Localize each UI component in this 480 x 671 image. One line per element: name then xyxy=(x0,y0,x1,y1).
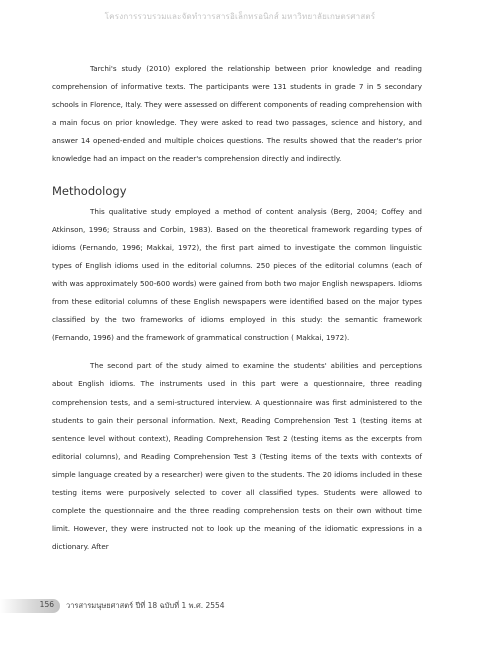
section-heading-methodology: Methodology xyxy=(52,183,127,198)
paragraph-literature: Tarchi's study (2010) explored the relationship between prior knowledge and reading comprehension of informative texts. The participants were 131 students in grade 7 in 5 secondary schools in Florence, Italy. They were assessed on different components of reading comprehension with a main focus on prior knowledge. They were asked to read two passages, science and history, and answer 14 opened-ended and multiple choices questions. The results showed that the reader's prior knowledge had an impact on the reader's comprehension directly and indirectly. xyxy=(52,64,422,164)
page-number: 156 xyxy=(39,600,54,609)
page-number-tab xyxy=(0,599,60,613)
paragraph-methodology-1: This qualitative study employed a method of content analysis (Berg, 2004; Coffey and Atkinson, 1996; Strauss and Corbin, 1983). Based on the theoretical framework regarding types of idioms (Fernando, 1996; Makkai, 1972), the first part aimed to investigate the common linguistic types of English idioms used in the editorial columns. 250 pieces of the editorial columns (each of with was approximately 500-600 words) were gained from both two major English newspapers. Idioms from these editorial columns of these English newspapers were identified based on the major types classified by the two frameworks of idioms employed in this study: the semantic framework (Fernando, 1996) and the framework of grammatical construction ( Makkai, 1972). xyxy=(52,206,422,343)
page-footer xyxy=(0,599,480,613)
paragraph-methodology-2: The second part of the study aimed to examine the students' abilities and perceptions about English idioms. The instruments used in this part were a questionnaire, three reading comprehension tests, and a semi-structured interview. A questionnaire was first administered to the students to gain their personal information. Next, Reading Comprehension Test 1 (testing items at sentence level without context), Reading Comprehension Test 2 (testing items as the excerpts from editorial columns), and Reading Comprehension Test 3 (Testing items of the texts with contexts of simple language created by a researcher) were given to the students. The 20 idioms included in these testing items were purposively selected to cover all classified types. Students were allowed to complete the questionnaire and the three reading comprehension tests on their own without time limit. However, they were instructed not to look up the meaning of the idiomatic expressions in a dictionary. After xyxy=(52,361,422,552)
article-body xyxy=(52,60,422,556)
journal-citation: วารสารมนุษยศาสตร์ ปีที่ 18 ฉบับที่ 1 พ.ศ. 2554 xyxy=(66,601,225,610)
running-header: โครงการรวบรวมและจัดทำวารสารอิเล็กทรอนิกส์ มหาวิทยาลัยเกษตรศาสตร์ xyxy=(104,12,376,21)
